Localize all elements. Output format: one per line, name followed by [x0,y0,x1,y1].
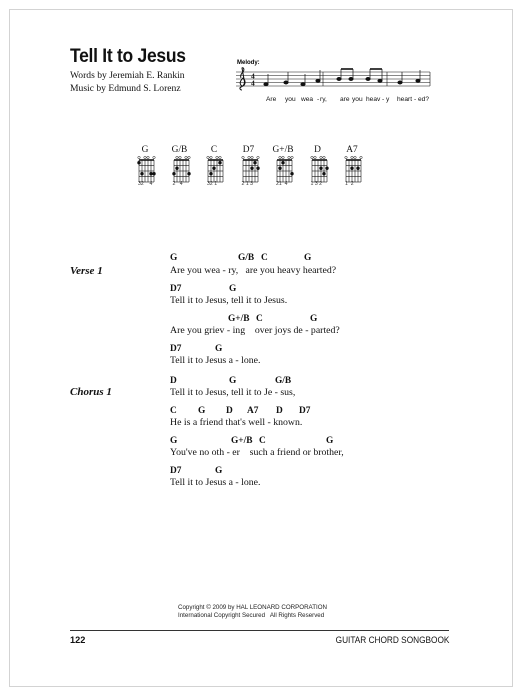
chord-fingering: 1 2 [345,181,354,187]
chord-symbol: G/B [238,253,255,263]
melody-lyric: ed? [418,96,430,103]
copyright-line-1: Copyright © 2009 by HAL LEONARD CORPORATION [178,604,327,611]
chord-symbol: C [170,406,177,416]
melody-lyric: y [386,96,390,103]
chord-symbol: G [215,344,223,354]
lyric-line: Are you wea - ry, are you heavy hearted? [170,265,337,276]
lyric-line: Tell it to Jesus, tell it to Je - sus, [170,387,296,398]
chord-symbol: G [170,253,178,263]
chord-symbol: G [215,466,223,476]
chord-symbol: G+/B [228,314,250,324]
chord-symbol: G [310,314,318,324]
melody-lyric: - [317,96,320,103]
lyric-line: Tell it to Jesus, tell it to Jesus. [170,295,288,306]
lyric-line: You've no oth - er such a friend or brother, [170,447,344,458]
chord-fingering: 32 4 [138,181,153,187]
melody-lyric: wea [301,96,314,103]
chord-symbol: D7 [299,406,311,416]
section-label-verse-1: Verse 1 [70,265,103,277]
svg-text:4: 4 [251,71,255,81]
chord-symbol: C [261,253,268,263]
page-frame [9,9,513,687]
melody-lyric: heav [366,96,381,103]
chord-fingering: 21 4 [276,181,288,187]
chord-diagram-name: C [210,145,218,155]
lyric-line: Tell it to Jesus a - lone. [170,355,261,366]
lyric-line: Tell it to Jesus a - lone. [170,477,261,488]
melody-lyric: - [414,96,417,103]
chord-diagram-name: D7 [242,145,255,155]
chord-diagram-name: G/B [171,145,188,155]
chord-diagram-name: G [141,145,149,155]
chord-fingering: 1 3 2 [310,181,323,187]
chord-symbol: G [326,436,334,446]
melody-lyric: Are [266,96,277,103]
melody-lyric: you [285,96,296,103]
chord-symbol: D7 [170,344,182,354]
section-label-chorus-1: Chorus 1 [70,386,112,398]
lyric-line: He is a friend that's well - known. [170,417,303,428]
chord-fingering: 2 1 3 [241,181,254,187]
chord-symbol: G [198,406,206,416]
chord-fingering: 32 1 [207,181,218,187]
chord-symbol: D7 [170,284,182,294]
chord-symbol: G [304,253,312,263]
chord-symbol: G [229,284,237,294]
footer-rule [70,630,449,631]
copyright-line-2: International Copyright Secured All Rights Reserved [178,612,325,619]
chord-symbol: D [276,406,283,416]
melody-staff [234,66,434,96]
song-title: Tell It to Jesus [70,46,186,67]
melody-lyric: are [340,96,350,103]
chord-symbol: G [170,436,178,446]
chord-symbol: D [170,376,177,386]
chord-diagram-name: A7 [346,145,358,155]
music-credit: Music by Edmund S. Lorenz [70,83,181,94]
melody-lyric: - [382,96,385,103]
melody-label: Melody: [237,60,260,66]
chord-symbol: G [229,376,237,386]
chord-symbol: C [259,436,266,446]
melody-lyric: you [352,96,363,103]
page-number: 122 [70,635,86,645]
chord-diagram-name: G+/B [272,145,294,155]
chord-symbol: C [256,314,263,324]
lyric-line: Are you griev - ing over joys de - parted? [170,325,340,336]
chord-symbol: D7 [170,466,182,476]
chord-symbol: G+/B [231,436,253,446]
book-title: GUITAR CHORD SONGBOOK [335,635,449,645]
chord-diagram-name: D [314,145,321,155]
chord-fingering: 2 4 [172,181,183,187]
svg-text:4: 4 [251,78,255,88]
chord-symbol: D [226,406,233,416]
melody-lyric: heart [397,96,413,103]
chord-symbol: G/B [275,376,292,386]
melody-lyric: ry, [320,96,327,103]
words-credit: Words by Jeremiah E. Rankin [70,70,185,81]
chord-symbol: A7 [247,406,259,416]
